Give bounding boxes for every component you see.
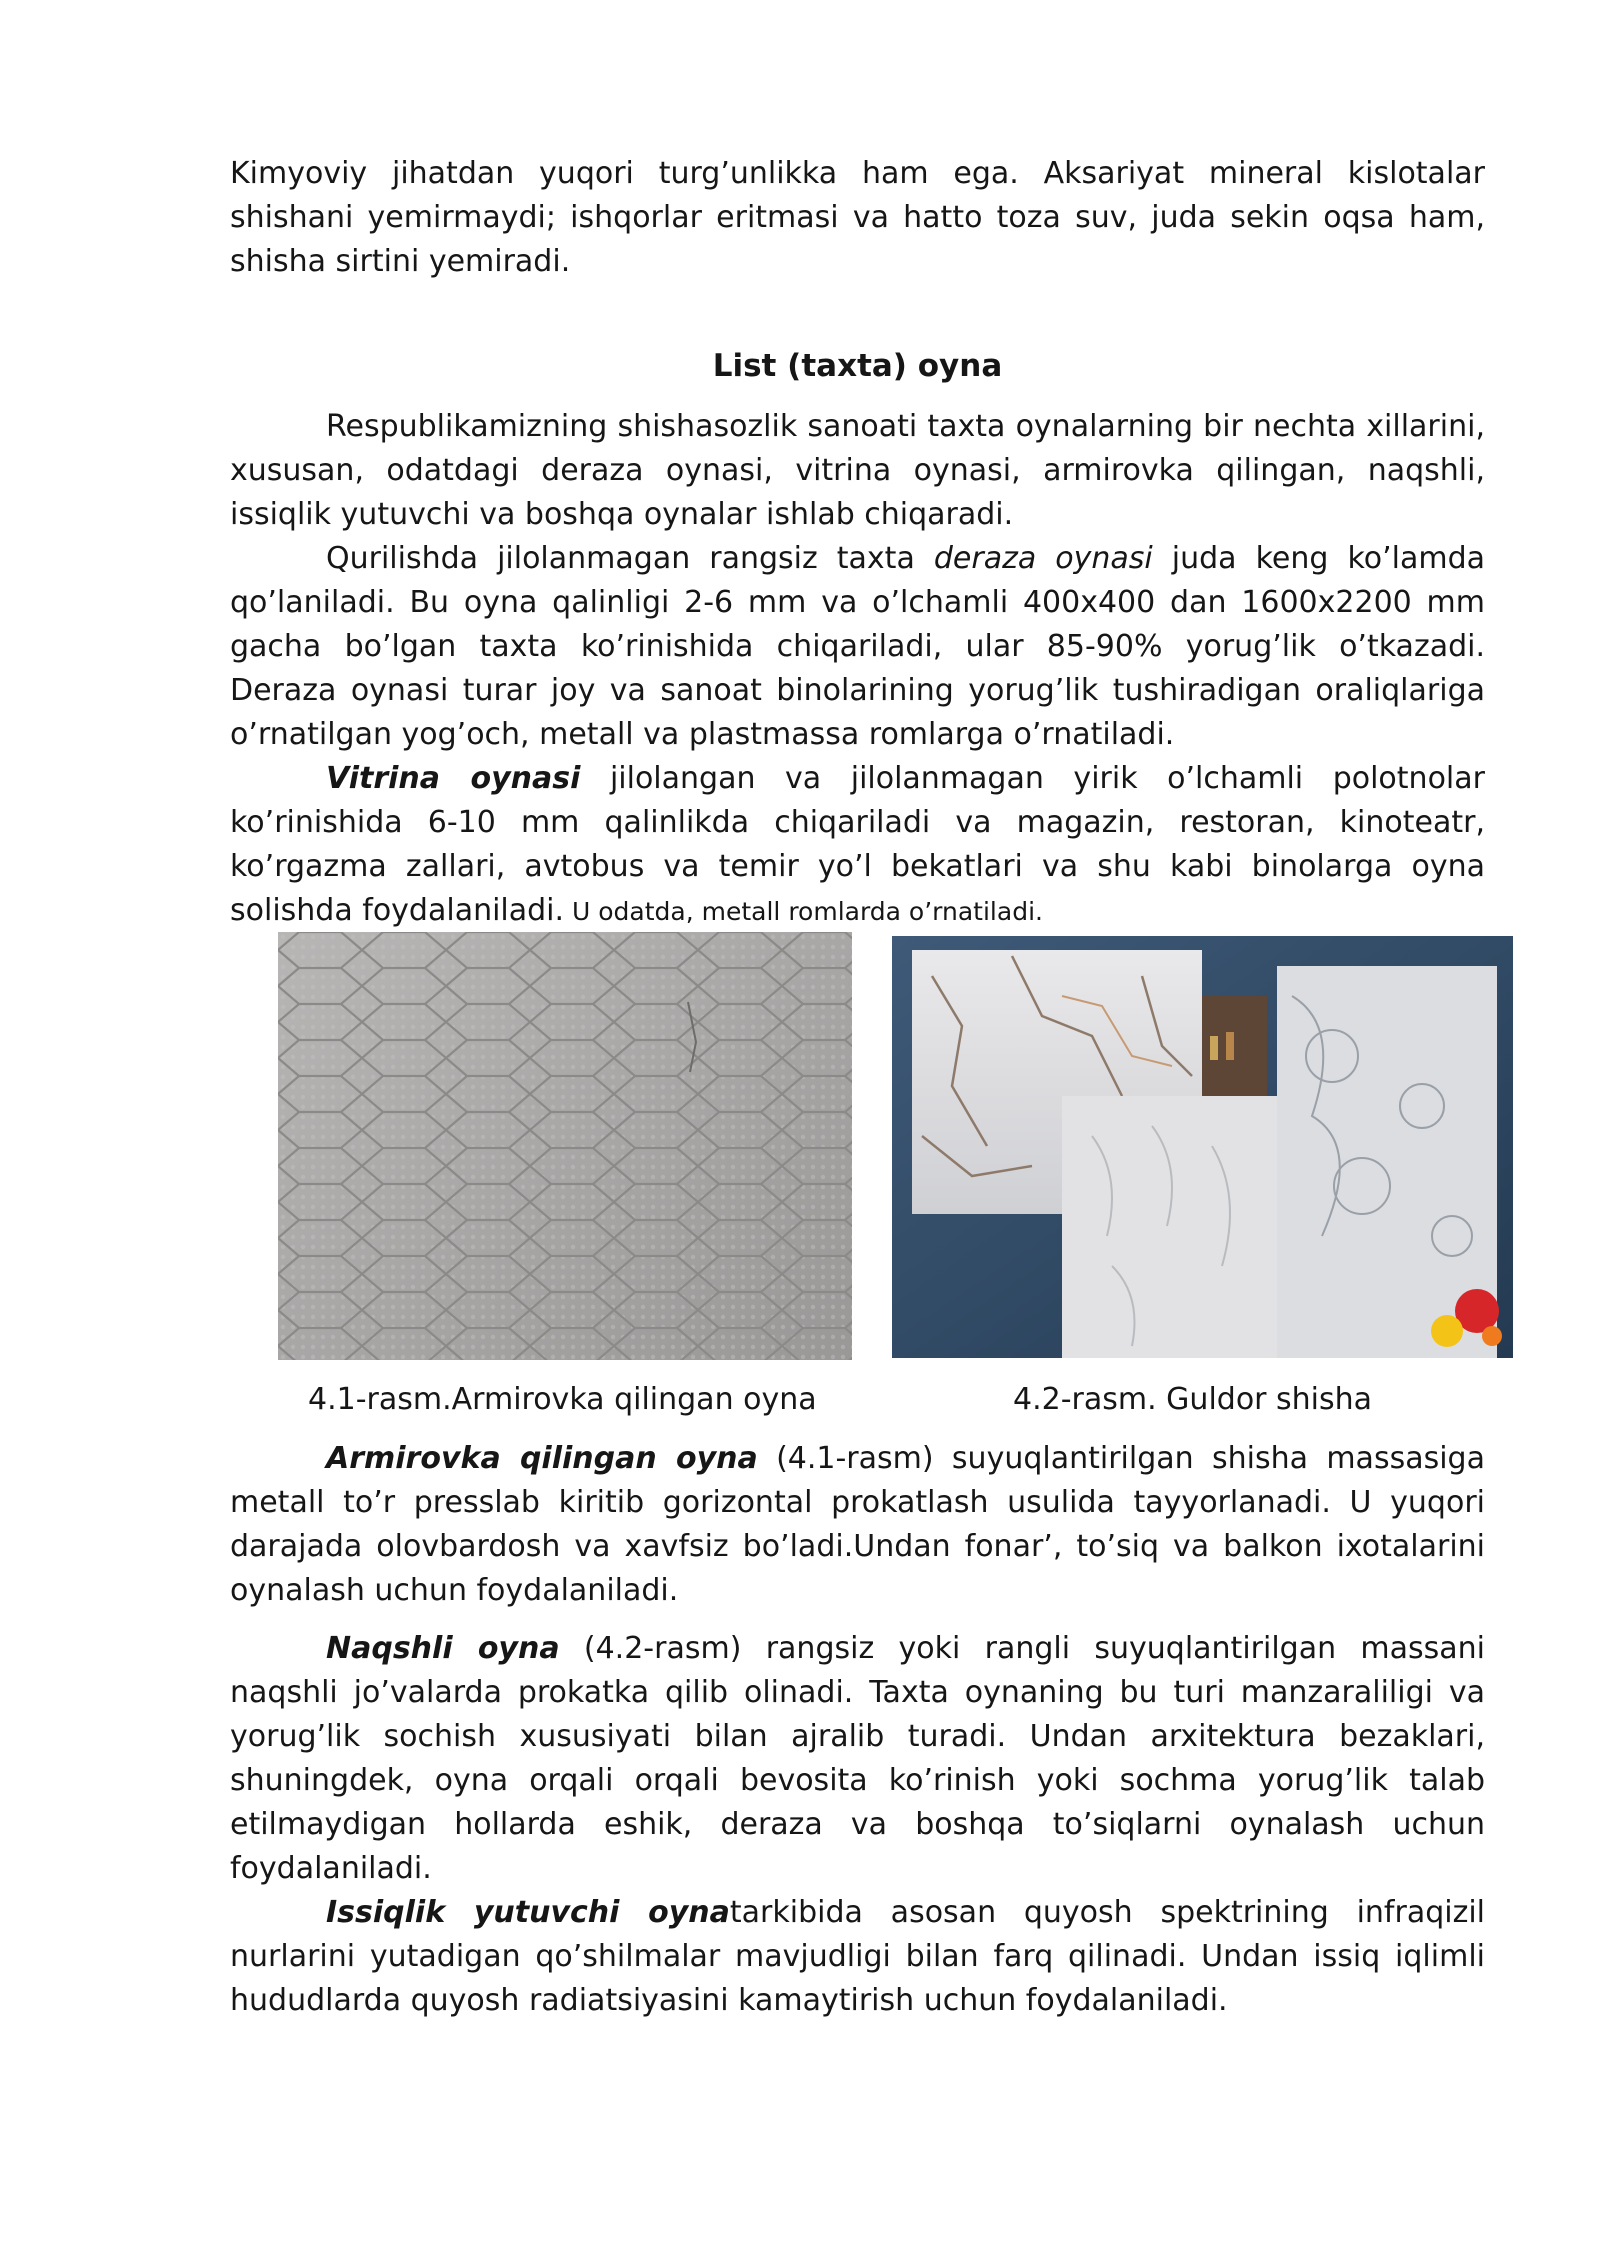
paragraph-3-note: U odatda, metall romlarda o’rnatiladi.	[564, 897, 1043, 926]
figure-wired-glass-image	[278, 932, 852, 1360]
section-title: List (taxta) oyna	[712, 348, 1003, 384]
paragraph-2-text-b: juda keng ko’lamda qo’laniladi. Bu oyna qalinligi 2-6 mm va o’lchamli 400x400 dan 1600x2200 mm gacha bo’lgan taxta ko’rinishida chiqariladi, ular 85-90% yorug’lik o’tkazadi. Deraza oynasi turar joy va sanoat binolarining yorug’lik tushiradigan oraliqlariga o’rnatilgan yog’och, metall va plastmassa romlarga o’rnatiladi.	[230, 541, 1486, 752]
paragraph-2	[230, 537, 1485, 757]
term-armirovka-oyna: Armirovka qilingan oyna	[326, 1441, 758, 1476]
patterned-glass-photo	[892, 936, 1513, 1358]
body-lower	[230, 1437, 1485, 2023]
intro-text: Kimyoviy jihatdan yuqori turg’unlikka ham ega. Aksariyat mineral kislotalar shishani yemirmaydi; ishqorlar eritmasi va hatto toza suv, juda sekin oqsa ham, shisha sirtini yemiradi.	[230, 156, 1485, 279]
paragraph-5-text: (4.2-rasm) rangsiz yoki rangli suyuqlantirilgan massani naqshli jo’valarda prokatka qilib olinadi. Taxta oynaning bu turi manzaraliligi va yorug’lik sochish xususiyati bilan ajralib turadi. Undan arxitektura bezaklari, shuningdek, oyna orqali orqali bevosita ko’rinish yoki sochma yorug’lik talab etilmaydigan hollarda eshik, deraza va boshqa to’siqlarni oynalash uchun foydalaniladi.	[230, 1631, 1485, 1886]
paragraph-3-text: jilolangan va jilolanmagan yirik o’lchamli polotnolar ko’rinishida 6-10 mm qalinlikda chiqariladi va magazin, restoran, kinoteatr, ko’rgazma zallari, avtobus va temir yo’l bekatlari va shu kabi binolarga oyna solishda foydalaniladi.	[230, 761, 1485, 928]
body-upper	[230, 405, 1485, 934]
intro-paragraph	[230, 152, 1485, 284]
paragraph-6-text: tarkibida asosan quyosh spektrining infraqizil nurlarini yutadigan qo’shilmalar mavjudligi bilan farq qilinadi. Undan issiq iqlimli hududlarda quyosh radiatsiyasini kamaytirish uchun foydalaniladi.	[230, 1895, 1486, 2018]
figure-1-caption: 4.1-rasm.Armirovka qilingan oyna	[308, 1382, 817, 1417]
paragraph-6	[230, 1891, 1485, 2023]
paragraph-5	[230, 1627, 1485, 1891]
term-issiqlik-yutuvchi-oyna: Issiqlik yutuvchi oyna	[326, 1895, 730, 1930]
figure-patterned-glass-image	[892, 936, 1513, 1358]
paragraph-4-text: (4.1-rasm) suyuqlantirilgan shisha massasiga metall to’r presslab kiritib gorizontal prokatlash usulida tayyorlanadi. U yuqori darajada olovbardosh va xavfsiz bo’ladi.Undan fonar’, to’siq va balkon ixotalarini oynalash uchun foydalaniladi.	[230, 1441, 1485, 1608]
term-deraza-oynasi: deraza oynasi	[933, 541, 1153, 576]
paragraph-1: Respublikamizning shishasozlik sanoati taxta oynalarning bir nechta xillarini, xususan, odatdagi deraza oynasi, vitrina oynasi, armirovka qilingan, naqshli, issiqlik yutuvchi va boshqa oynalar ishlab chiqaradi.	[230, 409, 1485, 532]
term-vitrina-oynasi: Vitrina oynasi	[326, 761, 581, 796]
wired-glass-photo	[278, 932, 852, 1360]
term-naqshli-oyna: Naqshli oyna	[326, 1631, 560, 1666]
paragraph-3	[230, 757, 1485, 934]
paragraph-2-text-a: Qurilishda jilolanmagan rangsiz taxta	[326, 541, 934, 576]
paragraph-4	[230, 1437, 1485, 1613]
figure-2-caption: 4.2-rasm. Guldor shisha	[1013, 1382, 1373, 1417]
